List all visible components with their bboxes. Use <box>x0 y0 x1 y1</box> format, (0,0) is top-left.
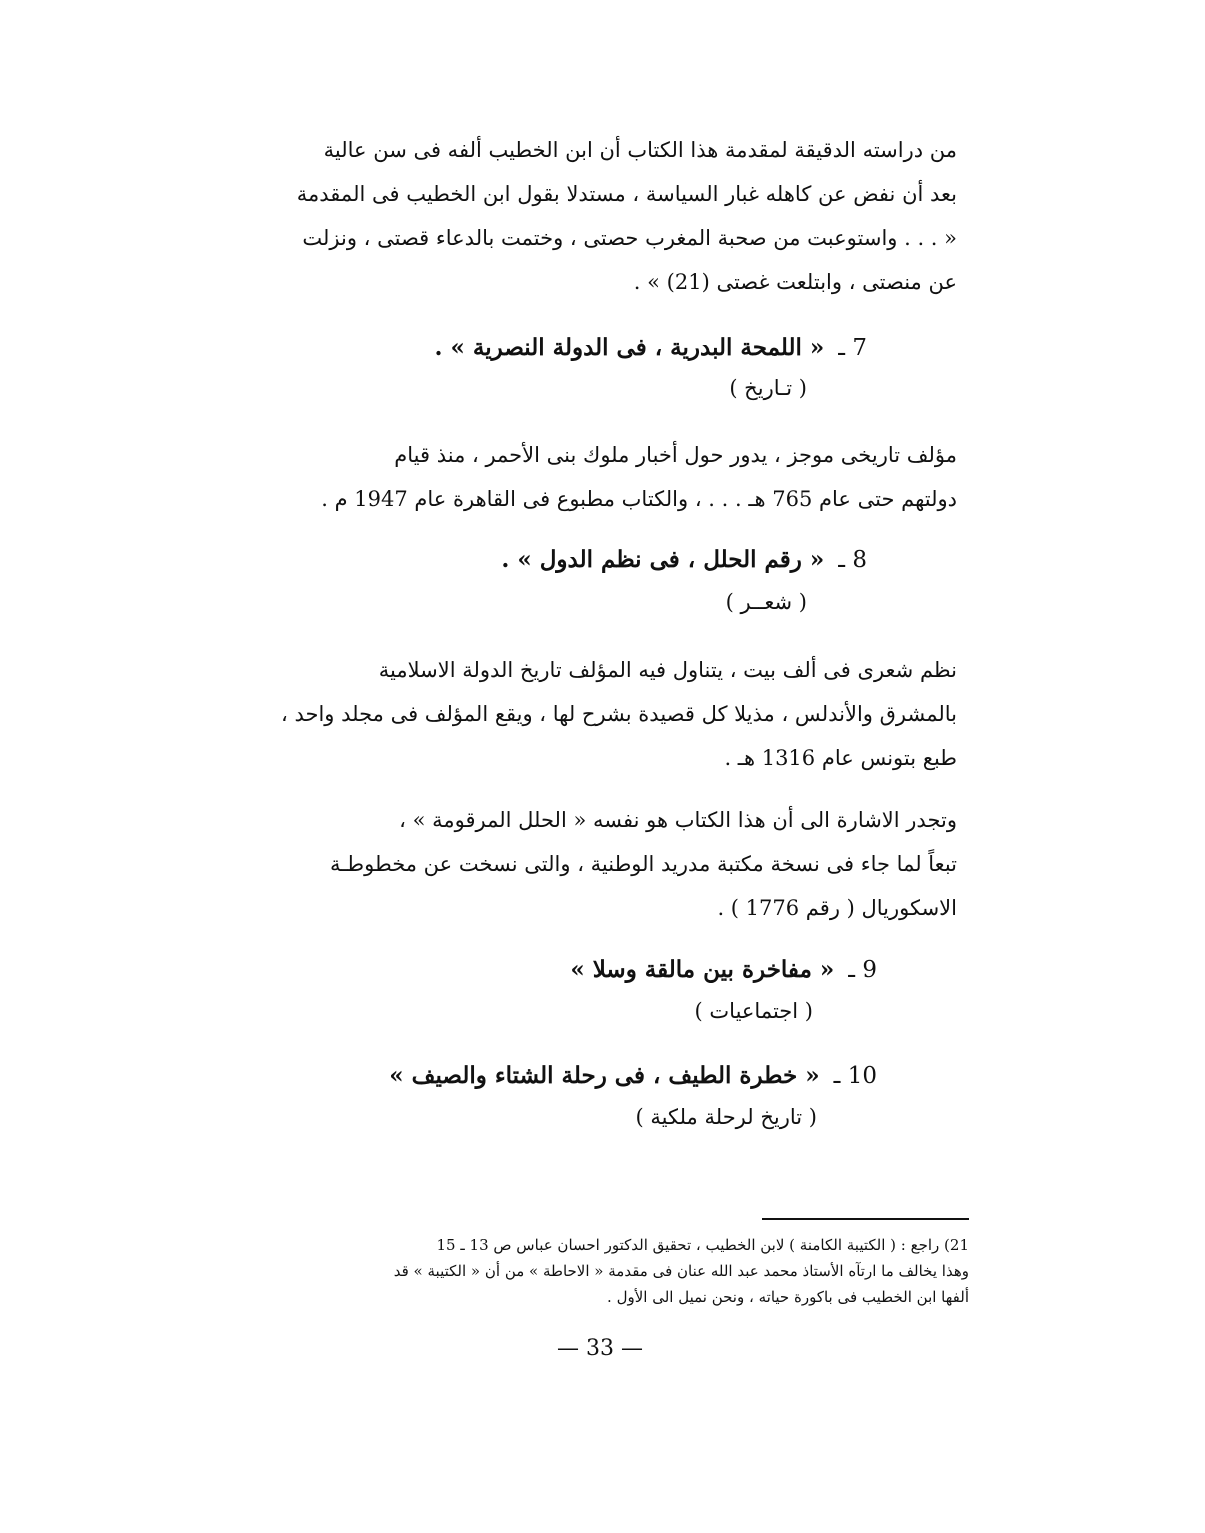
text-line: عن منصتى ، وابتلعت غصتى (21) » . <box>633 270 957 294</box>
footnote-line: وهذا يخالف ما ارتآه الأستاذ محمد عبد الله عنان فى مقدمة « الاحاطة » من أن « الكتيبة » قد <box>393 1262 969 1280</box>
text-line: وتجدر الاشارة الى أن هذا الكتاب هو نفسه « الحلل المرقومة » ، <box>399 808 957 832</box>
text-line: « . . . واستوعبت من صحبة المغرب حصتى ، وختمت بالدعاء قصتى ، ونزلت <box>302 226 957 250</box>
item-9-genre: ( اجتماعيات ) <box>694 999 813 1023</box>
item-9-heading <box>570 956 877 983</box>
text-line: مؤلف تاريخى موجز ، يدور حول أخبار ملوك بنى الأحمر ، منذ قيام <box>394 443 957 467</box>
text-line: الاسكوريال ( رقم 1776 ) . <box>717 896 957 920</box>
item-7-genre: ( تـاريخ ) <box>729 376 807 400</box>
item-10-genre: ( تاريخ لرحلة ملكية ) <box>635 1105 817 1129</box>
text-line: نظم شعرى فى ألف بيت ، يتناول فيه المؤلف تاريخ الدولة الاسلامية <box>378 658 957 682</box>
text-line: طبع بتونس عام 1316 هـ . <box>724 746 957 770</box>
paragraph-item-8-note <box>212 798 957 930</box>
paragraph-item-7-description <box>212 433 957 521</box>
paragraph-intro-conclusion <box>212 128 957 304</box>
paragraph-item-8-description <box>212 648 957 780</box>
item-7-heading <box>435 334 867 361</box>
text-line: من دراسته الدقيقة لمقدمة هذا الكتاب أن ابن الخطيب ألفه فى سن عالية <box>323 138 957 162</box>
item-8-heading <box>501 546 867 573</box>
text-line: بالمشرق والأندلس ، مذيلا كل قصيدة بشرح لها ، ويقع المؤلف فى مجلد واحد ، <box>281 702 957 726</box>
footnote-line: 21) راجع : ( الكتيبة الكامنة ) لابن الخطيب ، تحقيق الدكتور احسان عباس ص 13 ـ 15 <box>436 1236 969 1254</box>
footnote-separator <box>762 1218 969 1220</box>
item-number: 8 ـ <box>838 547 867 573</box>
item-title: « رقم الحلل ، فى نظم الدول » . <box>501 546 825 573</box>
item-number: 7 ـ <box>838 335 867 361</box>
text-line: دولتهم حتى عام 765 هـ . . . ، والكتاب مطبوع فى القاهرة عام 1947 م . <box>321 487 957 511</box>
item-8-genre: ( شعــر ) <box>725 590 807 614</box>
footnote-line: ألفها ابن الخطيب فى باكورة حياته ، ونحن نميل الى الأول . <box>607 1288 969 1306</box>
item-title: « خطرة الطيف ، فى رحلة الشتاء والصيف » <box>389 1062 820 1089</box>
item-number: 9 ـ <box>848 957 877 983</box>
item-title: « اللمحة البدرية ، فى الدولة النصرية » . <box>434 334 825 361</box>
text-line: تبعاً لما جاء فى نسخة مكتبة مدريد الوطنية ، والتى نسخت عن مخطوطـة <box>330 852 957 876</box>
text-line: بعد أن نفض عن كاهله غبار السياسة ، مستدلا بقول ابن الخطيب فى المقدمة <box>296 182 957 206</box>
item-10-heading <box>389 1062 877 1089</box>
page-number: — 33 — <box>557 1336 643 1361</box>
item-title: « مفاخرة بين مالقة وسلا » <box>570 956 835 983</box>
item-number: 10 ـ <box>833 1063 877 1089</box>
footnote <box>219 1232 969 1310</box>
